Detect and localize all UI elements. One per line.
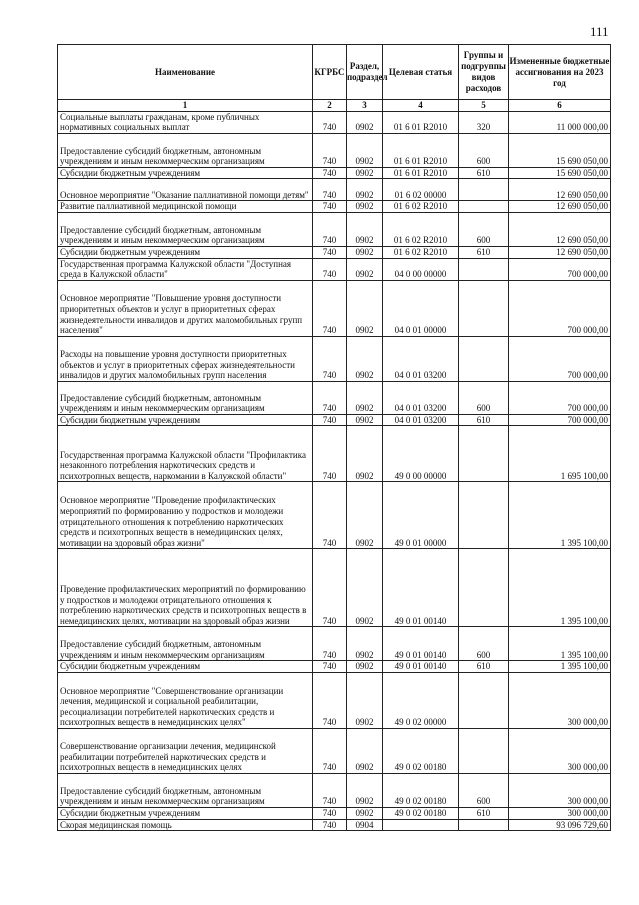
row-razdel: 0902 xyxy=(347,246,383,258)
row-name: Субсидии бюджетным учреждениям xyxy=(58,414,313,426)
row-razdel: 0902 xyxy=(347,773,383,807)
row-amount: 300 000,00 xyxy=(509,672,611,728)
table-row xyxy=(58,819,611,831)
row-target-article: 49 0 02 00000 xyxy=(383,672,459,728)
table-row xyxy=(58,773,611,807)
row-amount: 1 395 100,00 xyxy=(509,482,611,549)
row-expense-type xyxy=(459,258,509,280)
row-kgrbs: 740 xyxy=(313,280,347,336)
row-expense-type: 610 xyxy=(459,414,509,426)
row-target-article: 01 6 01 R2010 xyxy=(383,167,459,179)
row-expense-type xyxy=(459,549,509,627)
row-target-article: 01 6 02 00000 xyxy=(383,179,459,201)
table-row xyxy=(58,179,611,201)
row-kgrbs: 740 xyxy=(313,728,347,773)
row-target-article: 04 0 01 03200 xyxy=(383,414,459,426)
row-expense-type xyxy=(459,280,509,336)
row-razdel: 0902 xyxy=(347,627,383,661)
column-number-row xyxy=(58,100,611,112)
row-amount: 700 000,00 xyxy=(509,381,611,414)
row-name: Основное мероприятие "Совершенствование организации лечения, медицинской и социальной реабилитации, ресоциализации потребителей наркотических средств и психотропных веществ в немедицинских целях" xyxy=(58,672,313,728)
row-kgrbs: 740 xyxy=(313,336,347,381)
row-amount: 1 395 100,00 xyxy=(509,627,611,661)
row-name: Государственная программа Калужской области "Профилактика незаконного потребления наркотических средств и психотропных веществ, наркомании в Калужской области" xyxy=(58,426,313,482)
row-kgrbs: 740 xyxy=(313,381,347,414)
table-row xyxy=(58,201,611,213)
row-razdel: 0902 xyxy=(347,133,383,167)
row-name: Субсидии бюджетным учреждениям xyxy=(58,246,313,258)
row-razdel: 0902 xyxy=(347,426,383,482)
table-row xyxy=(58,661,611,673)
table-row xyxy=(58,111,611,133)
row-razdel: 0902 xyxy=(347,336,383,381)
row-razdel: 0902 xyxy=(347,280,383,336)
row-target-article: 01 6 01 R2010 xyxy=(383,133,459,167)
row-razdel: 0902 xyxy=(347,661,383,673)
table-row xyxy=(58,549,611,627)
table-row xyxy=(58,133,611,167)
row-expense-type: 600 xyxy=(459,212,509,246)
row-kgrbs: 740 xyxy=(313,179,347,201)
row-target-article: 49 0 00 00000 xyxy=(383,426,459,482)
row-amount: 1 695 100,00 xyxy=(509,426,611,482)
row-target-article: 04 0 01 03200 xyxy=(383,381,459,414)
row-name: Субсидии бюджетным учреждениям xyxy=(58,807,313,819)
column-number: 1 xyxy=(58,100,313,112)
row-name: Предоставление субсидий бюджетным, автономным учреждениям и иным некоммерческим организациям xyxy=(58,381,313,414)
row-name: Основное мероприятие "Проведение профилактических мероприятий по формированию у подростков и молодежи отрицательного отношения к потреблению наркотических средств и психотропных веществ в немедицинских целях, мотивации на здоровый образ жизни" xyxy=(58,482,313,549)
table-row xyxy=(58,212,611,246)
row-amount: 12 690 050,00 xyxy=(509,179,611,201)
table-row xyxy=(58,672,611,728)
row-expense-type xyxy=(459,482,509,549)
row-target-article: 04 0 01 03200 xyxy=(383,336,459,381)
row-kgrbs: 740 xyxy=(313,807,347,819)
row-kgrbs: 740 xyxy=(313,133,347,167)
row-target-article: 49 0 01 00000 xyxy=(383,482,459,549)
row-kgrbs: 740 xyxy=(313,426,347,482)
row-expense-type xyxy=(459,426,509,482)
row-expense-type xyxy=(459,672,509,728)
table-row xyxy=(58,336,611,381)
row-name: Предоставление субсидий бюджетным, автономным учреждениям и иным некоммерческим организациям xyxy=(58,773,313,807)
row-amount: 700 000,00 xyxy=(509,336,611,381)
row-target-article: 01 6 02 R2010 xyxy=(383,201,459,213)
table-header-row xyxy=(58,45,611,100)
row-expense-type xyxy=(459,819,509,831)
row-target-article: 49 0 02 00180 xyxy=(383,807,459,819)
column-number: 4 xyxy=(383,100,459,112)
row-target-article xyxy=(383,819,459,831)
row-kgrbs: 740 xyxy=(313,661,347,673)
row-name: Основное мероприятие "Повышение уровня доступности приоритетных объектов и услуг в приоритетных сферах жизнедеятельности инвалидов и других маломобильных групп населения" xyxy=(58,280,313,336)
row-amount: 1 395 100,00 xyxy=(509,549,611,627)
row-amount: 1 395 100,00 xyxy=(509,661,611,673)
row-name: Совершенствование организации лечения, медицинской реабилитации потребителей наркотических средств и психотропных веществ в немедицинских целях xyxy=(58,728,313,773)
row-expense-type: 610 xyxy=(459,167,509,179)
row-expense-type xyxy=(459,728,509,773)
row-amount: 300 000,00 xyxy=(509,728,611,773)
row-amount: 93 096 729,60 xyxy=(509,819,611,831)
row-name: Скорая медицинская помощь xyxy=(58,819,313,831)
row-name: Предоставление субсидий бюджетным, автономным учреждениям и иным некоммерческим организациям xyxy=(58,212,313,246)
table-row xyxy=(58,167,611,179)
row-name: Предоставление субсидий бюджетным, автономным учреждениям и иным некоммерческим организациям xyxy=(58,627,313,661)
header-target-article: Целевая статья xyxy=(383,45,459,100)
row-razdel: 0902 xyxy=(347,167,383,179)
row-target-article: 01 6 02 R2010 xyxy=(383,246,459,258)
column-number: 3 xyxy=(347,100,383,112)
table-row xyxy=(58,807,611,819)
row-target-article: 49 0 02 00180 xyxy=(383,728,459,773)
row-razdel: 0904 xyxy=(347,819,383,831)
row-amount: 11 000 000,00 xyxy=(509,111,611,133)
row-target-article: 01 6 01 R2010 xyxy=(383,111,459,133)
row-razdel: 0902 xyxy=(347,258,383,280)
row-expense-type: 610 xyxy=(459,661,509,673)
row-name: Предоставление субсидий бюджетным, автономным учреждениям и иным некоммерческим организациям xyxy=(58,133,313,167)
table-row xyxy=(58,728,611,773)
row-razdel: 0902 xyxy=(347,381,383,414)
row-expense-type: 600 xyxy=(459,627,509,661)
row-expense-type xyxy=(459,336,509,381)
row-target-article: 49 0 02 00180 xyxy=(383,773,459,807)
row-kgrbs: 740 xyxy=(313,111,347,133)
row-kgrbs: 740 xyxy=(313,201,347,213)
row-amount: 300 000,00 xyxy=(509,807,611,819)
row-razdel: 0902 xyxy=(347,549,383,627)
row-amount: 700 000,00 xyxy=(509,258,611,280)
row-name: Развитие паллиативной медицинской помощи xyxy=(58,201,313,213)
row-expense-type: 600 xyxy=(459,381,509,414)
row-amount: 300 000,00 xyxy=(509,773,611,807)
header-kgrbs: КГРБС xyxy=(313,45,347,100)
row-target-article: 49 0 01 00140 xyxy=(383,661,459,673)
page-number: 111 xyxy=(590,24,609,39)
row-kgrbs: 740 xyxy=(313,258,347,280)
row-amount: 15 690 050,00 xyxy=(509,167,611,179)
row-name: Социальные выплаты гражданам, кроме публичных нормативных социальных выплат xyxy=(58,111,313,133)
row-razdel: 0902 xyxy=(347,482,383,549)
table-row xyxy=(58,381,611,414)
row-amount: 12 690 050,00 xyxy=(509,246,611,258)
column-number: 6 xyxy=(509,100,611,112)
column-number: 2 xyxy=(313,100,347,112)
row-target-article: 01 6 02 R2010 xyxy=(383,212,459,246)
row-expense-type: 600 xyxy=(459,133,509,167)
row-amount: 15 690 050,00 xyxy=(509,133,611,167)
row-name: Основное мероприятие "Оказание паллиативной помощи детям" xyxy=(58,179,313,201)
row-kgrbs: 740 xyxy=(313,167,347,179)
row-target-article: 04 0 00 00000 xyxy=(383,258,459,280)
header-expense-type: Группы и подгруппы видов расходов xyxy=(459,45,509,100)
table-row xyxy=(58,280,611,336)
row-kgrbs: 740 xyxy=(313,246,347,258)
row-target-article: 04 0 01 00000 xyxy=(383,280,459,336)
header-name: Наименование xyxy=(58,45,313,100)
row-kgrbs: 740 xyxy=(313,482,347,549)
row-expense-type: 610 xyxy=(459,246,509,258)
row-name: Субсидии бюджетным учреждениям xyxy=(58,167,313,179)
row-expense-type: 610 xyxy=(459,807,509,819)
row-kgrbs: 740 xyxy=(313,627,347,661)
row-razdel: 0902 xyxy=(347,179,383,201)
row-amount: 700 000,00 xyxy=(509,414,611,426)
row-expense-type: 320 xyxy=(459,111,509,133)
row-kgrbs: 740 xyxy=(313,672,347,728)
row-razdel: 0902 xyxy=(347,728,383,773)
row-razdel: 0902 xyxy=(347,111,383,133)
budget-table xyxy=(57,44,611,831)
row-kgrbs: 740 xyxy=(313,549,347,627)
row-amount: 12 690 050,00 xyxy=(509,201,611,213)
row-name: Расходы на повышение уровня доступности приоритетных объектов и услуг в приоритетных сферах жизнедеятельности инвалидов и других маломобильных групп населения xyxy=(58,336,313,381)
column-number: 5 xyxy=(459,100,509,112)
row-kgrbs: 740 xyxy=(313,212,347,246)
table-row xyxy=(58,426,611,482)
row-razdel: 0902 xyxy=(347,807,383,819)
row-razdel: 0902 xyxy=(347,212,383,246)
row-razdel: 0902 xyxy=(347,414,383,426)
row-amount: 12 690 050,00 xyxy=(509,212,611,246)
header-amount: Измененные бюджетные ассигнования на 2023 год xyxy=(509,45,611,100)
table-row xyxy=(58,482,611,549)
row-expense-type xyxy=(459,201,509,213)
row-expense-type: 600 xyxy=(459,773,509,807)
row-name: Государственная программа Калужской области "Доступная среда в Калужской области" xyxy=(58,258,313,280)
table-row xyxy=(58,414,611,426)
row-amount: 700 000,00 xyxy=(509,280,611,336)
row-target-article: 49 0 01 00140 xyxy=(383,627,459,661)
row-name: Субсидии бюджетным учреждениям xyxy=(58,661,313,673)
header-razdel: Раздел, подраздел xyxy=(347,45,383,100)
row-razdel: 0902 xyxy=(347,672,383,728)
row-razdel: 0902 xyxy=(347,201,383,213)
table-row xyxy=(58,246,611,258)
row-kgrbs: 740 xyxy=(313,773,347,807)
row-name: Проведение профилактических мероприятий по формированию у подростков и молодежи отрицательного отношения к потреблению наркотических средств и психотропных веществ в немедицинских целях, мотивации на здоровый образ жизни xyxy=(58,549,313,627)
row-expense-type xyxy=(459,179,509,201)
row-kgrbs: 740 xyxy=(313,414,347,426)
table-row xyxy=(58,258,611,280)
row-kgrbs: 740 xyxy=(313,819,347,831)
row-target-article: 49 0 01 00140 xyxy=(383,549,459,627)
table-row xyxy=(58,627,611,661)
